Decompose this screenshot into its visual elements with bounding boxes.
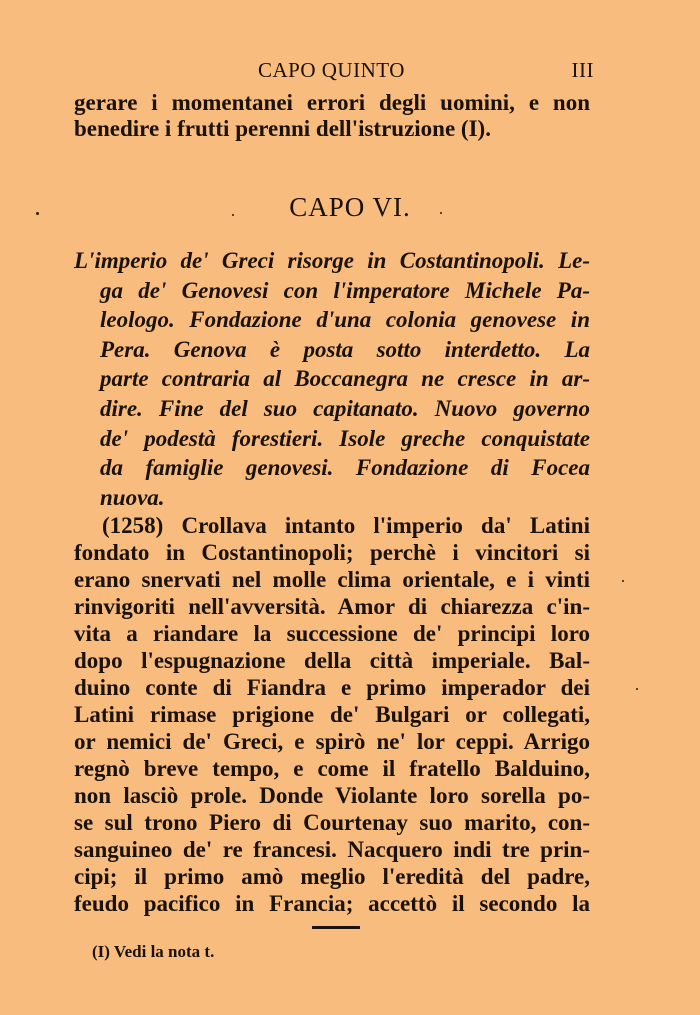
- body-line: Latini rimase prigione de' Bulgari or collegati,: [74, 702, 590, 727]
- summary-line: L'imperio de' Greci risorge in Costantinopoli. Le-: [74, 248, 590, 273]
- summary-line: ga de' Genovesi con l'imperatore Michele Pa-: [100, 277, 590, 303]
- text-line: gerare i momentanei errori degli uomini, e non: [74, 90, 590, 115]
- body-line: fondato in Costantinopoli; perchè i vincitori si: [74, 540, 590, 565]
- footnote-rule: [312, 926, 360, 929]
- body-line: (1258) Crollava intanto l'imperio da' Latini: [102, 513, 590, 538]
- carryover-paragraph: [74, 90, 590, 142]
- body-line: rinvigoriti nell'avversità. Amor di chiarezza c'in-: [74, 594, 590, 619]
- summary-line: nuova.: [100, 484, 165, 510]
- paper-speck: [440, 212, 442, 214]
- body-line: feudo pacifico in Francia; accettò il secondo la: [74, 891, 590, 916]
- body-line: cipi; il primo amò meglio l'eredità del padre,: [74, 864, 590, 889]
- body-line: vita a riandare la successione de' principi loro: [74, 621, 590, 646]
- paper-speck: [636, 688, 638, 690]
- summary-line: da famiglie genovesi. Fondazione di Focea: [100, 455, 590, 481]
- text-line: benedire i frutti perenni dell'istruzione (I).: [74, 116, 491, 141]
- summary-line: dire. Fine del suo capitanato. Nuovo governo: [100, 395, 590, 421]
- body-line: se sul trono Piero di Courtenay suo marito, con-: [74, 810, 590, 835]
- paper-speck: [622, 580, 624, 582]
- chapter-summary: [74, 246, 590, 512]
- paper-speck: [36, 212, 39, 215]
- summary-line: Pera. Genova è posta sotto interdetto. La: [100, 336, 590, 362]
- running-title: CAPO QUINTO: [258, 58, 405, 82]
- summary-line: parte contraria al Boccanegra ne cresce in ar-: [100, 366, 590, 392]
- page-number: III: [571, 58, 594, 82]
- chapter-heading: CAPO VI.: [289, 192, 411, 222]
- body-paragraph: [74, 512, 590, 917]
- running-head: [74, 58, 594, 88]
- body-line: erano snervati nel molle clima orientale, e i vinti: [74, 567, 590, 592]
- body-line: dopo l'espugnazione della città imperiale. Bal-: [74, 648, 590, 673]
- paper-speck: [232, 214, 234, 216]
- body-line: non lasciò prole. Donde Violante loro sorella po-: [74, 783, 590, 808]
- footnote: (I) Vedi la nota t.: [92, 942, 215, 961]
- body-line: sanguineo de' re francesi. Nacquero indi tre prin-: [74, 837, 590, 862]
- body-line: regnò breve tempo, e come il fratello Balduino,: [74, 756, 590, 781]
- summary-line: leologo. Fondazione d'una colonia genovese in: [100, 307, 590, 333]
- summary-line: de' podestà forestieri. Isole greche conquistate: [100, 425, 590, 451]
- body-line: or nemici de' Greci, e spirò ne' lor ceppi. Arrigo: [74, 729, 590, 754]
- body-line: duino conte di Fiandra e primo imperador dei: [74, 675, 590, 700]
